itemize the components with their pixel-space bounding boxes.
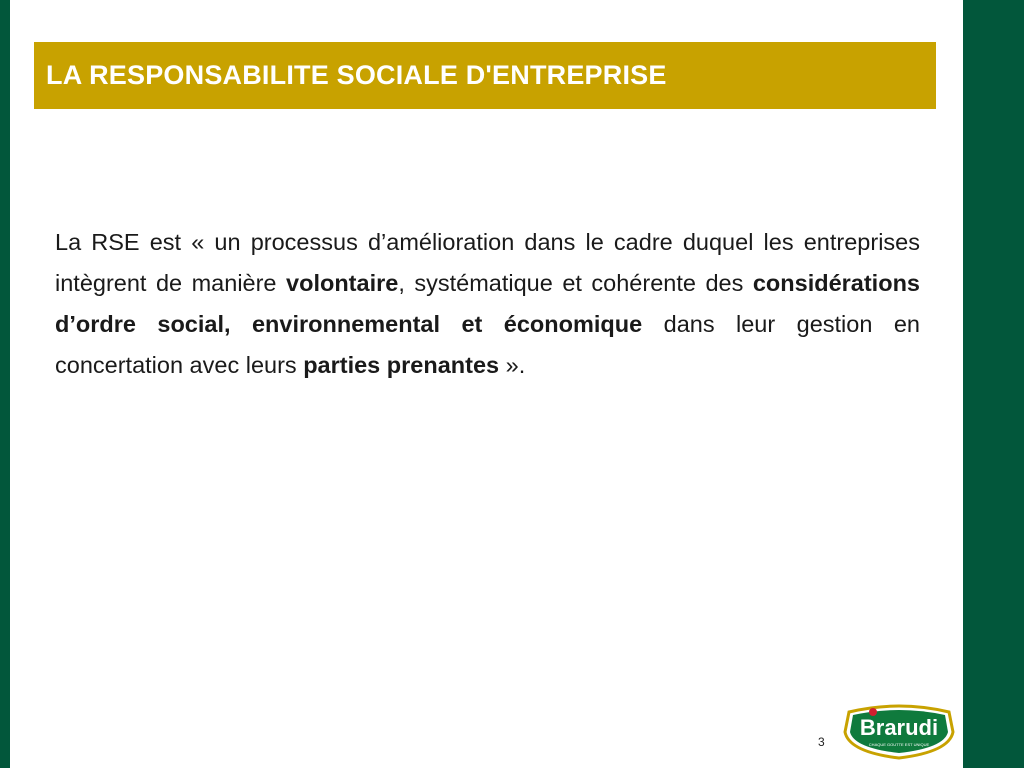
title-banner — [34, 42, 936, 109]
slide-title: LA RESPONSABILITE SOCIALE D'ENTREPRISE — [46, 60, 667, 90]
logo-wordmark: Brarudi — [859, 715, 939, 740]
paragraph-segment-bold: parties prenantes — [303, 352, 500, 378]
right-frame-bar — [963, 0, 1024, 768]
left-frame-bar — [0, 0, 10, 768]
rse-definition-paragraph — [55, 222, 920, 386]
logo-tagline: CHAQUE GOUTTE EST UNIQUE — [868, 742, 930, 747]
paragraph-segment: ». — [499, 352, 526, 378]
paragraph-segment: La RSE est « un processus d’amélioration dans le cadre duquel les entreprises intègrent de manière — [55, 229, 920, 296]
brarudi-logo — [841, 698, 957, 762]
paragraph-segment: dans leur gestion en concertation avec leurs — [55, 311, 920, 378]
slide-page-number: 3 — [818, 735, 825, 749]
paragraph-segment: , systématique et cohérente des — [398, 270, 753, 296]
paragraph-segment-bold: considérations d’ordre social, environnemental et économique — [55, 270, 920, 337]
paragraph-segment-bold: volontaire — [286, 270, 399, 296]
